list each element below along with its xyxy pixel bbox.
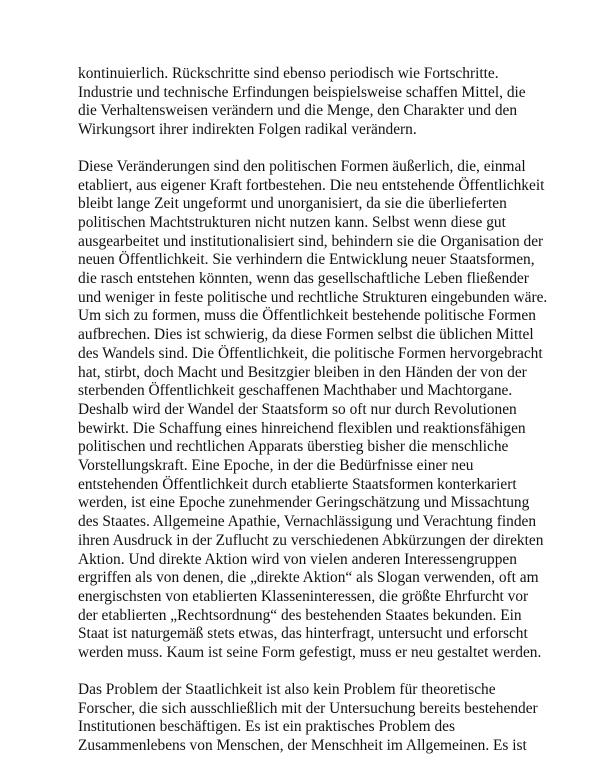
text-line: Um sich zu formen, muss die Öffentlichkeit bestehende politische Formen (78, 307, 536, 325)
text-line: politischen und rechtlichen Apparats überstieg bisher die menschliche (78, 438, 509, 456)
text-line: ihren Ausdruck in der Zuflucht zu verschiedenen Abkürzungen der direkten (78, 531, 544, 549)
text-line: etabliert, aus eigener Kraft fortbestehen. Die neu entstehende Öffentlichkeit (78, 176, 545, 194)
document-page (78, 65, 548, 774)
text-line: bleibt lange Zeit ungeformt und unorganisiert, da sie die überlieferten (78, 195, 507, 213)
text-line: des Staates. Allgemeine Apathie, Vernachlässigung und Verachtung finden (78, 513, 537, 531)
text-line: energischsten von etablierten Klasseninteressen, die größte Ehrfurcht vor (78, 587, 529, 605)
text-line: Vorstellungskraft. Eine Epoche, in der die Bedürfnisse einer neu (78, 457, 474, 475)
text-line: entstehenden Öffentlichkeit durch etablierte Staatsformen konterkariert (78, 475, 517, 493)
text-line: aufbrechen. Dies ist schwierig, da diese Formen selbst die üblichen Mittel (78, 326, 534, 344)
text-line: Institutionen beschäftigen. Es ist ein praktisches Problem des (78, 718, 455, 736)
text-line: bewirkt. Die Schaffung eines hinreichend flexiblen und reaktionsfähigen (78, 419, 526, 437)
text-line: und weniger in feste politische und rechtliche Strukturen eingebunden wäre. (78, 288, 548, 306)
text-line: hat, stirbt, doch Macht und Besitzgier bleiben in den Händen der von der (78, 363, 527, 381)
text-line: des Wandels sind. Die Öffentlichkeit, die politische Formen hervorgebracht (78, 344, 543, 362)
text-line: Staat ist naturgemäß stets etwas, das hinterfragt, untersucht und erforscht (78, 625, 528, 643)
text-line: werden muss. Kaum ist seine Form gefestigt, muss er neu gestaltet werden. (78, 644, 542, 662)
text-line: neuen Öffentlichkeit. Sie verhindern die Entwicklung neuer Staatsformen, (78, 251, 535, 269)
text-line: Das Problem der Staatlichkeit ist also kein Problem für theoretische (78, 680, 496, 698)
paragraph-1 (78, 65, 538, 140)
text-line: Deshalb wird der Wandel der Staatsform so oft nur durch Revolutionen (78, 400, 517, 418)
text-line: Forscher, die sich ausschließlich mit der Untersuchung bereits bestehender (78, 699, 538, 717)
text-line: sterbenden Öffentlichkeit geschaffenen Machthaber und Machtorgane. (78, 382, 513, 400)
text-line: Zusammenlebens von Menschen, der Menschheit im Allgemeinen. Es ist (78, 736, 527, 754)
text-line: politischen Machtstrukturen nicht nutzen kann. Selbst wenn diese gut (78, 213, 506, 231)
text-line: Industrie und technische Erfindungen beispielsweise schaffen Mittel, die (78, 83, 526, 101)
text-line: ausgearbeitet und institutionalisiert sind, behindern sie die Organisation der (78, 232, 544, 250)
paragraph-2 (78, 157, 548, 663)
text-line: kontinuierlich. Rückschritte sind ebenso periodisch wie Fortschritte. (78, 65, 499, 82)
text-line: Diese Veränderungen sind den politischen Formen äußerlich, die, einmal (78, 157, 526, 175)
text-line: ergriffen als von denen, die „direkte Aktion“ als Slogan verwenden, oft am (78, 569, 539, 587)
text-line: Wirkungsort ihrer indirekten Folgen radikal verändern. (78, 121, 417, 139)
paragraph-3 (78, 681, 538, 756)
text-line: die rasch entstehen könnten, wenn das gesellschaftliche Leben fließender (78, 270, 529, 288)
text-line: werden, ist eine Epoche zunehmender Geringschätzung und Missachtung (78, 494, 530, 512)
text-line: die Verhaltensweisen verändern und die Menge, den Charakter und den (78, 102, 518, 120)
text-line: der etablierten „Rechtsordnung“ des bestehenden Staates bekunden. Ein (78, 606, 522, 624)
text-line: Aktion. Und direkte Aktion wird von vielen anderen Interessengruppen (78, 550, 517, 568)
